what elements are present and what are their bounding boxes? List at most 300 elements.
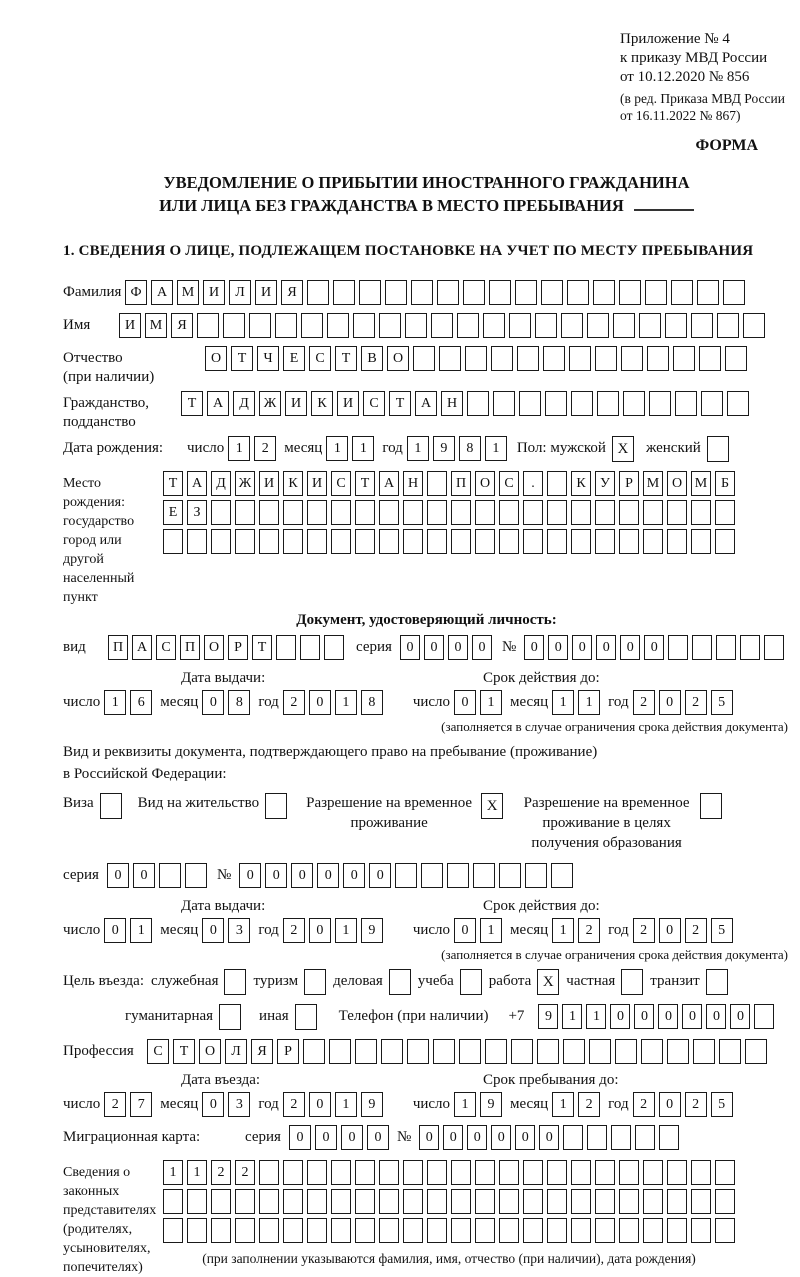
char-cell[interactable]: 9 bbox=[361, 918, 383, 943]
char-cell[interactable] bbox=[499, 863, 521, 888]
char-cell[interactable]: Ф bbox=[125, 280, 147, 305]
char-cell[interactable]: Т bbox=[163, 471, 183, 496]
char-cell[interactable]: 5 bbox=[711, 918, 733, 943]
char-cell[interactable] bbox=[379, 500, 399, 525]
char-cell[interactable] bbox=[355, 500, 375, 525]
char-cell[interactable]: С bbox=[156, 635, 176, 660]
char-cell[interactable]: 1 bbox=[562, 1004, 582, 1029]
char-cell[interactable] bbox=[667, 1039, 689, 1064]
char-cell[interactable] bbox=[499, 529, 519, 554]
char-cell[interactable]: 1 bbox=[454, 1092, 476, 1117]
char-cell[interactable] bbox=[403, 1160, 423, 1185]
char-cell[interactable] bbox=[535, 313, 557, 338]
char-cell[interactable]: 0 bbox=[367, 1125, 389, 1150]
char-cell[interactable]: Е bbox=[163, 500, 183, 525]
char-cell[interactable] bbox=[667, 1218, 687, 1243]
char-cell[interactable] bbox=[547, 500, 567, 525]
char-cell[interactable]: 2 bbox=[211, 1160, 231, 1185]
char-cell[interactable] bbox=[403, 1189, 423, 1214]
char-cell[interactable] bbox=[331, 1189, 351, 1214]
char-cell[interactable]: 0 bbox=[289, 1125, 311, 1150]
char-cell[interactable] bbox=[211, 529, 231, 554]
char-cell[interactable]: Я bbox=[251, 1039, 273, 1064]
char-cell[interactable]: 3 bbox=[228, 1092, 250, 1117]
char-cell[interactable]: И bbox=[203, 280, 225, 305]
char-cell[interactable] bbox=[641, 1039, 663, 1064]
char-cell[interactable] bbox=[283, 1189, 303, 1214]
char-cell[interactable] bbox=[551, 863, 573, 888]
visa-checkbox[interactable] bbox=[100, 793, 122, 819]
char-cell[interactable] bbox=[643, 1160, 663, 1185]
char-cell[interactable]: 0 bbox=[341, 1125, 363, 1150]
char-cell[interactable] bbox=[715, 529, 735, 554]
char-cell[interactable] bbox=[525, 863, 547, 888]
char-cell[interactable] bbox=[235, 1189, 255, 1214]
char-cell[interactable] bbox=[723, 280, 745, 305]
char-cell[interactable]: М bbox=[643, 471, 663, 496]
char-cell[interactable] bbox=[715, 1189, 735, 1214]
char-cell[interactable] bbox=[675, 391, 697, 416]
char-cell[interactable]: 0 bbox=[369, 863, 391, 888]
purpose-humanitarian-checkbox[interactable] bbox=[219, 1004, 241, 1030]
char-cell[interactable]: 1 bbox=[586, 1004, 606, 1029]
char-cell[interactable] bbox=[493, 391, 515, 416]
char-cell[interactable] bbox=[259, 1160, 279, 1185]
char-cell[interactable] bbox=[517, 346, 539, 371]
char-cell[interactable]: С bbox=[499, 471, 519, 496]
char-cell[interactable]: 2 bbox=[283, 690, 305, 715]
char-cell[interactable]: 0 bbox=[610, 1004, 630, 1029]
char-cell[interactable]: 2 bbox=[283, 918, 305, 943]
char-cell[interactable] bbox=[451, 1218, 471, 1243]
char-cell[interactable]: 1 bbox=[187, 1160, 207, 1185]
char-cell[interactable]: Т bbox=[335, 346, 357, 371]
char-cell[interactable] bbox=[595, 1189, 615, 1214]
char-cell[interactable] bbox=[619, 1218, 639, 1243]
char-cell[interactable]: Ж bbox=[235, 471, 255, 496]
char-cell[interactable]: У bbox=[595, 471, 615, 496]
char-cell[interactable]: 0 bbox=[419, 1125, 439, 1150]
char-cell[interactable] bbox=[379, 313, 401, 338]
char-cell[interactable] bbox=[413, 346, 435, 371]
char-cell[interactable]: 0 bbox=[472, 635, 492, 660]
char-cell[interactable] bbox=[403, 529, 423, 554]
char-cell[interactable]: 8 bbox=[228, 690, 250, 715]
char-cell[interactable] bbox=[571, 529, 591, 554]
char-cell[interactable] bbox=[421, 863, 443, 888]
char-cell[interactable]: 0 bbox=[202, 918, 224, 943]
char-cell[interactable] bbox=[691, 313, 713, 338]
char-cell[interactable]: 0 bbox=[202, 690, 224, 715]
char-cell[interactable] bbox=[187, 1218, 207, 1243]
char-cell[interactable]: 0 bbox=[659, 1092, 681, 1117]
char-cell[interactable]: К bbox=[311, 391, 333, 416]
char-cell[interactable]: 0 bbox=[634, 1004, 654, 1029]
char-cell[interactable]: 0 bbox=[596, 635, 616, 660]
char-cell[interactable] bbox=[673, 346, 695, 371]
purpose-tourism-checkbox[interactable] bbox=[304, 969, 326, 995]
char-cell[interactable] bbox=[523, 529, 543, 554]
purpose-business-checkbox[interactable] bbox=[389, 969, 411, 995]
char-cell[interactable]: О bbox=[199, 1039, 221, 1064]
char-cell[interactable]: Е bbox=[283, 346, 305, 371]
char-cell[interactable] bbox=[283, 1218, 303, 1243]
char-cell[interactable] bbox=[395, 863, 417, 888]
char-cell[interactable]: 0 bbox=[309, 690, 331, 715]
char-cell[interactable]: 2 bbox=[685, 918, 707, 943]
purpose-work-checkbox[interactable]: X bbox=[537, 969, 559, 995]
char-cell[interactable]: Т bbox=[252, 635, 272, 660]
char-cell[interactable] bbox=[300, 635, 320, 660]
char-cell[interactable] bbox=[569, 346, 591, 371]
char-cell[interactable] bbox=[259, 1218, 279, 1243]
char-cell[interactable]: 1 bbox=[326, 436, 348, 461]
char-cell[interactable] bbox=[511, 1039, 533, 1064]
char-cell[interactable] bbox=[283, 529, 303, 554]
char-cell[interactable]: 0 bbox=[309, 1092, 331, 1117]
char-cell[interactable] bbox=[715, 1218, 735, 1243]
char-cell[interactable] bbox=[303, 1039, 325, 1064]
char-cell[interactable] bbox=[475, 529, 495, 554]
char-cell[interactable]: П bbox=[108, 635, 128, 660]
char-cell[interactable] bbox=[621, 346, 643, 371]
char-cell[interactable]: 0 bbox=[620, 635, 640, 660]
char-cell[interactable]: 2 bbox=[254, 436, 276, 461]
char-cell[interactable] bbox=[249, 313, 271, 338]
char-cell[interactable]: М bbox=[691, 471, 711, 496]
char-cell[interactable]: 9 bbox=[480, 1092, 502, 1117]
char-cell[interactable]: Т bbox=[389, 391, 411, 416]
char-cell[interactable] bbox=[283, 1160, 303, 1185]
char-cell[interactable] bbox=[547, 471, 567, 496]
char-cell[interactable]: 0 bbox=[202, 1092, 224, 1117]
char-cell[interactable]: 0 bbox=[315, 1125, 337, 1150]
char-cell[interactable]: В bbox=[361, 346, 383, 371]
char-cell[interactable] bbox=[331, 1160, 351, 1185]
char-cell[interactable] bbox=[437, 280, 459, 305]
char-cell[interactable]: Я bbox=[281, 280, 303, 305]
char-cell[interactable] bbox=[647, 346, 669, 371]
char-cell[interactable] bbox=[659, 1125, 679, 1150]
char-cell[interactable] bbox=[691, 500, 711, 525]
char-cell[interactable] bbox=[561, 313, 583, 338]
char-cell[interactable] bbox=[697, 280, 719, 305]
char-cell[interactable]: 6 bbox=[130, 690, 152, 715]
char-cell[interactable]: 1 bbox=[335, 1092, 357, 1117]
char-cell[interactable] bbox=[615, 1039, 637, 1064]
char-cell[interactable]: 0 bbox=[104, 918, 126, 943]
char-cell[interactable] bbox=[635, 1125, 655, 1150]
char-cell[interactable]: Д bbox=[233, 391, 255, 416]
char-cell[interactable] bbox=[745, 1039, 767, 1064]
char-cell[interactable]: 9 bbox=[361, 1092, 383, 1117]
char-cell[interactable] bbox=[547, 1189, 567, 1214]
char-cell[interactable] bbox=[473, 863, 495, 888]
char-cell[interactable] bbox=[587, 1125, 607, 1150]
char-cell[interactable] bbox=[595, 1160, 615, 1185]
char-cell[interactable] bbox=[716, 635, 736, 660]
char-cell[interactable] bbox=[259, 500, 279, 525]
char-cell[interactable] bbox=[355, 529, 375, 554]
char-cell[interactable] bbox=[447, 863, 469, 888]
char-cell[interactable]: Т bbox=[181, 391, 203, 416]
char-cell[interactable]: Л bbox=[225, 1039, 247, 1064]
char-cell[interactable] bbox=[649, 391, 671, 416]
char-cell[interactable] bbox=[403, 1218, 423, 1243]
char-cell[interactable] bbox=[329, 1039, 351, 1064]
char-cell[interactable]: 0 bbox=[548, 635, 568, 660]
char-cell[interactable]: С bbox=[331, 471, 351, 496]
char-cell[interactable]: И bbox=[337, 391, 359, 416]
char-cell[interactable] bbox=[619, 529, 639, 554]
char-cell[interactable] bbox=[595, 529, 615, 554]
char-cell[interactable]: П bbox=[451, 471, 471, 496]
char-cell[interactable] bbox=[743, 313, 765, 338]
char-cell[interactable] bbox=[259, 1189, 279, 1214]
char-cell[interactable] bbox=[283, 500, 303, 525]
char-cell[interactable]: Р bbox=[619, 471, 639, 496]
char-cell[interactable] bbox=[379, 1218, 399, 1243]
char-cell[interactable]: 1 bbox=[407, 436, 429, 461]
char-cell[interactable]: Т bbox=[231, 346, 253, 371]
char-cell[interactable] bbox=[185, 863, 207, 888]
char-cell[interactable]: 1 bbox=[485, 436, 507, 461]
char-cell[interactable]: 2 bbox=[578, 1092, 600, 1117]
char-cell[interactable]: Н bbox=[441, 391, 463, 416]
char-cell[interactable]: 0 bbox=[454, 690, 476, 715]
char-cell[interactable]: 0 bbox=[706, 1004, 726, 1029]
char-cell[interactable] bbox=[543, 346, 565, 371]
char-cell[interactable]: . bbox=[523, 471, 543, 496]
char-cell[interactable] bbox=[307, 529, 327, 554]
purpose-study-checkbox[interactable] bbox=[460, 969, 482, 995]
char-cell[interactable]: 2 bbox=[578, 918, 600, 943]
char-cell[interactable] bbox=[571, 1160, 591, 1185]
char-cell[interactable] bbox=[331, 500, 351, 525]
char-cell[interactable] bbox=[699, 346, 721, 371]
char-cell[interactable] bbox=[427, 1218, 447, 1243]
char-cell[interactable]: 0 bbox=[448, 635, 468, 660]
char-cell[interactable] bbox=[571, 1189, 591, 1214]
char-cell[interactable] bbox=[359, 280, 381, 305]
char-cell[interactable]: Д bbox=[211, 471, 231, 496]
char-cell[interactable] bbox=[693, 1039, 715, 1064]
char-cell[interactable]: 1 bbox=[480, 690, 502, 715]
char-cell[interactable] bbox=[211, 1218, 231, 1243]
char-cell[interactable] bbox=[439, 346, 461, 371]
char-cell[interactable] bbox=[301, 313, 323, 338]
char-cell[interactable] bbox=[523, 1218, 543, 1243]
char-cell[interactable]: 2 bbox=[685, 1092, 707, 1117]
char-cell[interactable] bbox=[485, 1039, 507, 1064]
char-cell[interactable]: 0 bbox=[133, 863, 155, 888]
char-cell[interactable] bbox=[545, 391, 567, 416]
char-cell[interactable] bbox=[515, 280, 537, 305]
char-cell[interactable] bbox=[465, 346, 487, 371]
char-cell[interactable] bbox=[671, 280, 693, 305]
char-cell[interactable] bbox=[427, 471, 447, 496]
char-cell[interactable]: 8 bbox=[459, 436, 481, 461]
char-cell[interactable]: 5 bbox=[711, 690, 733, 715]
char-cell[interactable] bbox=[457, 313, 479, 338]
char-cell[interactable]: А bbox=[132, 635, 152, 660]
char-cell[interactable]: Т bbox=[173, 1039, 195, 1064]
purpose-official-checkbox[interactable] bbox=[224, 969, 246, 995]
char-cell[interactable] bbox=[459, 1039, 481, 1064]
female-checkbox[interactable] bbox=[707, 436, 729, 462]
char-cell[interactable] bbox=[764, 635, 784, 660]
char-cell[interactable]: Я bbox=[171, 313, 193, 338]
char-cell[interactable] bbox=[467, 391, 489, 416]
char-cell[interactable]: 0 bbox=[309, 918, 331, 943]
char-cell[interactable] bbox=[691, 1160, 711, 1185]
char-cell[interactable]: 0 bbox=[424, 635, 444, 660]
char-cell[interactable] bbox=[223, 313, 245, 338]
char-cell[interactable]: О bbox=[204, 635, 224, 660]
char-cell[interactable] bbox=[475, 500, 495, 525]
char-cell[interactable] bbox=[692, 635, 712, 660]
char-cell[interactable]: 0 bbox=[265, 863, 287, 888]
char-cell[interactable]: 1 bbox=[130, 918, 152, 943]
char-cell[interactable]: 2 bbox=[235, 1160, 255, 1185]
char-cell[interactable]: 0 bbox=[644, 635, 664, 660]
char-cell[interactable] bbox=[547, 1218, 567, 1243]
char-cell[interactable]: 0 bbox=[659, 918, 681, 943]
char-cell[interactable]: 1 bbox=[352, 436, 374, 461]
char-cell[interactable]: Ж bbox=[259, 391, 281, 416]
char-cell[interactable]: И bbox=[119, 313, 141, 338]
char-cell[interactable] bbox=[619, 500, 639, 525]
char-cell[interactable]: 0 bbox=[317, 863, 339, 888]
char-cell[interactable]: Ч bbox=[257, 346, 279, 371]
char-cell[interactable] bbox=[643, 529, 663, 554]
char-cell[interactable]: А bbox=[187, 471, 207, 496]
char-cell[interactable] bbox=[665, 313, 687, 338]
char-cell[interactable] bbox=[235, 529, 255, 554]
purpose-private-checkbox[interactable] bbox=[621, 969, 643, 995]
char-cell[interactable] bbox=[563, 1039, 585, 1064]
char-cell[interactable] bbox=[523, 1189, 543, 1214]
char-cell[interactable] bbox=[427, 1160, 447, 1185]
char-cell[interactable] bbox=[211, 500, 231, 525]
char-cell[interactable]: С bbox=[309, 346, 331, 371]
char-cell[interactable] bbox=[571, 500, 591, 525]
char-cell[interactable]: 1 bbox=[552, 918, 574, 943]
char-cell[interactable] bbox=[613, 313, 635, 338]
char-cell[interactable] bbox=[499, 1189, 519, 1214]
char-cell[interactable]: А bbox=[379, 471, 399, 496]
char-cell[interactable] bbox=[403, 500, 423, 525]
char-cell[interactable] bbox=[643, 1218, 663, 1243]
char-cell[interactable]: С bbox=[147, 1039, 169, 1064]
char-cell[interactable] bbox=[307, 1160, 327, 1185]
char-cell[interactable]: 1 bbox=[480, 918, 502, 943]
char-cell[interactable]: Б bbox=[715, 471, 735, 496]
char-cell[interactable] bbox=[211, 1189, 231, 1214]
temp-residence-education-checkbox[interactable] bbox=[700, 793, 722, 819]
char-cell[interactable]: О bbox=[387, 346, 409, 371]
char-cell[interactable]: О bbox=[667, 471, 687, 496]
char-cell[interactable] bbox=[427, 529, 447, 554]
char-cell[interactable] bbox=[451, 529, 471, 554]
char-cell[interactable] bbox=[451, 1160, 471, 1185]
char-cell[interactable]: С bbox=[363, 391, 385, 416]
char-cell[interactable]: М bbox=[177, 280, 199, 305]
char-cell[interactable]: 3 bbox=[228, 918, 250, 943]
temp-residence-checkbox[interactable]: X bbox=[481, 793, 503, 819]
char-cell[interactable]: И bbox=[255, 280, 277, 305]
char-cell[interactable]: 2 bbox=[633, 1092, 655, 1117]
char-cell[interactable] bbox=[491, 346, 513, 371]
char-cell[interactable] bbox=[331, 1218, 351, 1243]
char-cell[interactable] bbox=[433, 1039, 455, 1064]
char-cell[interactable]: А bbox=[207, 391, 229, 416]
char-cell[interactable] bbox=[643, 1189, 663, 1214]
char-cell[interactable] bbox=[541, 280, 563, 305]
char-cell[interactable] bbox=[725, 346, 747, 371]
char-cell[interactable]: 0 bbox=[658, 1004, 678, 1029]
char-cell[interactable] bbox=[589, 1039, 611, 1064]
char-cell[interactable]: Р bbox=[228, 635, 248, 660]
char-cell[interactable] bbox=[385, 280, 407, 305]
char-cell[interactable] bbox=[499, 1160, 519, 1185]
char-cell[interactable] bbox=[715, 500, 735, 525]
char-cell[interactable]: А bbox=[415, 391, 437, 416]
char-cell[interactable] bbox=[701, 391, 723, 416]
char-cell[interactable] bbox=[463, 280, 485, 305]
char-cell[interactable] bbox=[597, 391, 619, 416]
char-cell[interactable] bbox=[667, 1189, 687, 1214]
char-cell[interactable] bbox=[571, 1218, 591, 1243]
char-cell[interactable] bbox=[275, 313, 297, 338]
char-cell[interactable] bbox=[691, 529, 711, 554]
char-cell[interactable] bbox=[163, 1189, 183, 1214]
char-cell[interactable]: 0 bbox=[539, 1125, 559, 1150]
char-cell[interactable] bbox=[427, 500, 447, 525]
char-cell[interactable]: 2 bbox=[633, 918, 655, 943]
char-cell[interactable] bbox=[611, 1125, 631, 1150]
char-cell[interactable]: М bbox=[145, 313, 167, 338]
char-cell[interactable] bbox=[163, 529, 183, 554]
char-cell[interactable] bbox=[187, 1189, 207, 1214]
char-cell[interactable] bbox=[645, 280, 667, 305]
char-cell[interactable] bbox=[667, 1160, 687, 1185]
char-cell[interactable] bbox=[379, 1189, 399, 1214]
char-cell[interactable] bbox=[593, 280, 615, 305]
char-cell[interactable] bbox=[691, 1218, 711, 1243]
char-cell[interactable] bbox=[475, 1218, 495, 1243]
char-cell[interactable] bbox=[483, 313, 505, 338]
char-cell[interactable] bbox=[431, 313, 453, 338]
char-cell[interactable] bbox=[451, 1189, 471, 1214]
char-cell[interactable]: 9 bbox=[538, 1004, 558, 1029]
char-cell[interactable] bbox=[324, 635, 344, 660]
char-cell[interactable] bbox=[719, 1039, 741, 1064]
char-cell[interactable]: 0 bbox=[682, 1004, 702, 1029]
purpose-transit-checkbox[interactable] bbox=[706, 969, 728, 995]
char-cell[interactable] bbox=[587, 313, 609, 338]
char-cell[interactable] bbox=[727, 391, 749, 416]
char-cell[interactable] bbox=[667, 529, 687, 554]
char-cell[interactable] bbox=[197, 313, 219, 338]
char-cell[interactable] bbox=[355, 1218, 375, 1243]
char-cell[interactable] bbox=[475, 1189, 495, 1214]
char-cell[interactable]: 0 bbox=[730, 1004, 750, 1029]
char-cell[interactable]: 1 bbox=[228, 436, 250, 461]
char-cell[interactable]: 0 bbox=[515, 1125, 535, 1150]
char-cell[interactable] bbox=[639, 313, 661, 338]
char-cell[interactable] bbox=[619, 1189, 639, 1214]
